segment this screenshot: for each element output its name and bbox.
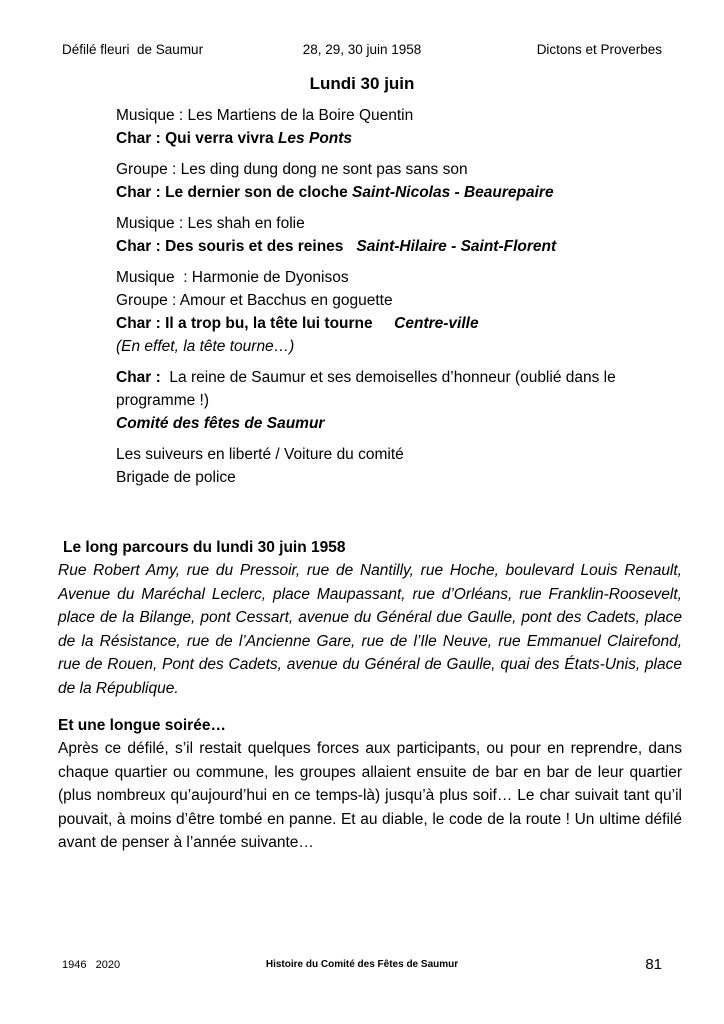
char-location: Saint-Hilaire - Saint-Florent	[356, 238, 557, 255]
footer-years: 1946 2020	[62, 959, 121, 971]
char-location: Saint-Nicolas - Beaurepaire	[352, 184, 554, 201]
char-title: Des souris et des reines	[165, 238, 357, 255]
programme-line: Musique : Les shah en folie	[116, 215, 305, 232]
programme-char-line	[116, 235, 676, 258]
programme-char-line	[116, 181, 676, 204]
char-label: Char :	[116, 315, 166, 332]
programme-line: Musique : Les Martiens de la Boire Quentin	[116, 107, 414, 124]
programme-line: Musique : Harmonie de Dyonisos	[116, 269, 349, 286]
char-title: Qui verra vivra	[165, 130, 278, 147]
running-head-center: 28, 29, 30 juin 1958	[302, 42, 422, 57]
char-location: Centre-ville	[394, 315, 479, 332]
char-label: Char :	[116, 238, 166, 255]
programme-line: (En effet, la tête tourne…)	[116, 338, 295, 355]
programme-line: Groupe : Les ding dung dong ne sont pas sans son	[116, 161, 468, 178]
parcours-heading: Le long parcours du lundi 30 juin 1958	[63, 539, 346, 556]
footer-caption: Histoire du Comité des Fêtes de Saumur	[265, 959, 459, 970]
programme-char-line	[116, 312, 676, 335]
programme-group	[116, 158, 676, 204]
section-soiree	[58, 715, 682, 855]
char-title: La reine de Saumur et ses demoiselles d’honneur (oublié dans le programme !)	[116, 369, 621, 409]
page-number: 81	[645, 956, 662, 973]
programme-char-line	[116, 127, 676, 150]
programme-list	[116, 104, 676, 489]
programme-group	[116, 104, 676, 150]
char-title: Le dernier son de cloche	[165, 184, 353, 201]
running-head-right: Dictons et Proverbes	[536, 42, 662, 57]
programme-group	[116, 366, 676, 435]
programme-group	[116, 266, 676, 358]
running-head	[0, 41, 724, 59]
programme-line: Les suiveurs en liberté / Voiture du comité	[116, 446, 404, 463]
page-footer	[0, 957, 724, 973]
programme-char-line	[116, 366, 676, 412]
char-title: Il a trop bu, la tête lui tourne	[165, 315, 395, 332]
char-label: Char :	[116, 184, 166, 201]
programme-line: Groupe : Amour et Bacchus en goguette	[116, 292, 393, 309]
programme-line: Comité des fêtes de Saumur	[116, 415, 325, 432]
programme-group	[116, 443, 676, 489]
char-location: Les Ponts	[277, 130, 353, 147]
section-parcours	[58, 537, 682, 700]
char-label: Char :	[116, 130, 166, 147]
programme-group	[116, 212, 676, 258]
running-head-left: Défilé fleuri de Saumur	[62, 42, 204, 57]
char-label: Char :	[116, 369, 166, 386]
soiree-body: Après ce défilé, s’il restait quelques forces aux participants, ou pour en reprendre, dans chaque quartier ou commune, les groupes allaient ensuite de bar en bar de leur quartier (plus nombreux qu’aujourd’hui en ce temps-là) jusqu’à plus soif… Le char suivait tant qu’il pouvait, à moins d’être tombé en panne. Et au diable, le code de la route ! Un ultime défilé avant de penser à l’année suivante…	[58, 740, 682, 851]
soiree-heading: Et une longue soirée…	[58, 717, 226, 734]
page-title: Lundi 30 juin	[309, 74, 415, 93]
programme-line: Brigade de police	[116, 469, 236, 486]
parcours-body: Rue Robert Amy, rue du Pressoir, rue de Nantilly, rue Hoche, boulevard Louis Renault, Avenue du Maréchal Leclerc, place Maupassant, rue d’Orléans, rue Franklin-Roosevelt, place de la Bilange, pont Cessart, avenue du Général due Gaulle, pont des Cadets, place de la Résistance, rue de l’Ancienne Gare, rue de l’Ile Neuve, rue Emmanuel Clairefond, rue de Rouen, Pont des Cadets, avenue du Général de Gaulle, quai des États-Unis, place de la République.	[58, 562, 682, 697]
